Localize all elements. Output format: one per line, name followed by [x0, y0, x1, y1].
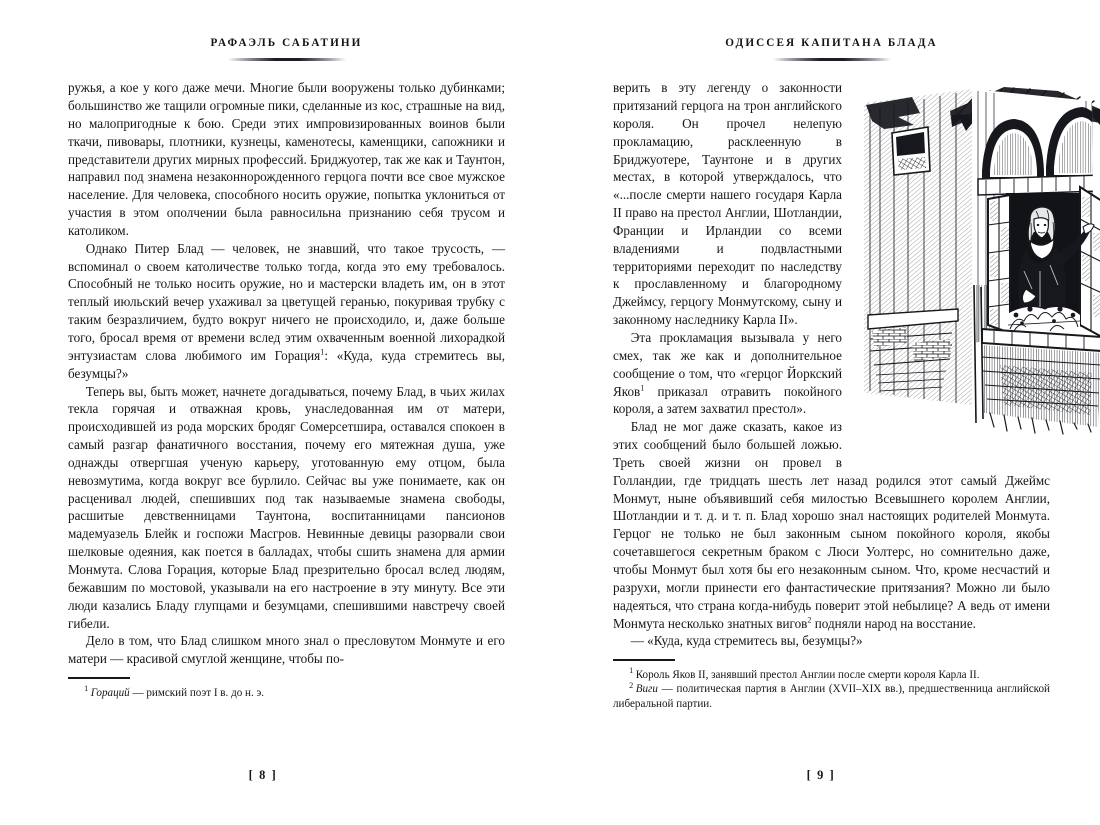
paragraph-tail: : «Куда, куда стремитесь вы, безумцы?» — [68, 347, 505, 381]
right-page — [550, 0, 1100, 825]
paragraph: Теперь вы, быть может, начнете догадываться, почему Блад, в чьих жилах текла горячая и отважная кровь, унаследованная им от матери, происходившей из рода морских бродяг Сомерсетшира, оставался спокоен в самый разгар фанатичного восстания, почему его мятежная душа, уже однажды отвергшая ученую карьеру, уготованную ему отцом, была невозмутима, когда вокруг все бурлило. Сейчас вы уже понимаете, как он расценивал людей, спешивших под так называемые знамена свободы, расшитые девственницами Таунтона, воспитанницами пансионов мадемуазель Блейк и госпожи Масгров. Невинные девицы разорвали свои шелковые одеяния, как поется в балладах, чтобы сшить знамена для армии Монмута. Слова Горация, которые Блад презрительно бросал вслед людям, бежавшим по мостовой, указывали на его настроение в эту минуту. Все эти люди казались Бладу глупцами и безумцами, спешившими навстречу своей гибели. — [68, 383, 505, 631]
footnote-text: Король Яков II, занявший престол Англии после смерти короля Карла II. — [635, 668, 980, 681]
paragraph: Дело в том, что Блад слишком много знал о пресловутом Монмуте и его матери — красивой смуглой женщине, чтобы по- — [68, 633, 505, 667]
running-head-right: ОДИССЕЯ КАПИТАНА БЛАДА — [725, 37, 938, 49]
footnote — [68, 683, 505, 701]
paragraph-tail: подняли народ на восстание. — [811, 615, 976, 631]
running-head-rule-right — [773, 58, 891, 61]
paragraph-text: Блад не мог даже сказать, какое из этих сообщений было большей ложью. Треть своей жизни он провел в Голландии, где тридцать шесть лет назад родился этот самый Джеймс Монмут, ныне объявивший себя милостью Всевышнего королем Англии, Шотландии и т. д. и т. п. Блад хорошо знал настоящих родителей Монмута. Герцог не только не был законным сыном покойного короля, якобы сочетавшегося секретным браком с Люси Уолтерс, но сомнительно даже, чтобы Монмут был хотя бы его незаконным сыном. Что, кроме несчастий и разрухи, могли принести его фантастические притязания? Можно ли было надеяться, что страна когда-нибудь поверит этой небылице? А ведь от имени Монмута несколько знатных вигов — [613, 419, 1050, 631]
paragraph-text: Однако Питер Блад — человек, не знавший, что такое трусость, — вспоминал о своем католичестве только тогда, когда это ему требовалось. Способный не только носить оружие, но и мастерски владеть им, он в этот теплый июльский вечер ухаживал за цветущей геранью, покуривая трубку с таким безразличием, будто вокруг ничего не происходило, и, даже больше того, бросал время от времени вслед этим охваченным военной лихорадкой энтузиастам слова любимого им Горация — [68, 240, 505, 363]
paragraph — [68, 240, 505, 383]
footnote-term: Виги — [635, 683, 658, 696]
footnote-marker: 1 — [640, 383, 645, 393]
running-head-left: РАФАЭЛЬ САБАТИНИ — [210, 37, 363, 49]
folio-right: [ 9 ] — [806, 768, 836, 782]
left-page-text-column — [68, 79, 505, 668]
running-head-rule-left — [228, 58, 346, 61]
window-with-man-and-geraniums-engraving — [854, 75, 1100, 450]
footnote — [613, 682, 1050, 711]
footnote-separator-rule — [613, 659, 675, 661]
footnote — [613, 668, 1050, 683]
paragraph: — «Куда, куда стремитесь вы, безумцы?» — [630, 633, 863, 649]
footnote-block-left — [68, 677, 505, 700]
footnote-number: 2 — [629, 680, 634, 690]
folio-left: [ 8 ] — [248, 768, 278, 782]
footnote-text: — римский поэт I в. до н. э. — [129, 686, 265, 699]
paragraph-tail: приказал отравить покойного короля, а затем захватил престол». — [613, 383, 842, 417]
paragraph: верить в эту легенду о законности притязаний герцога на трон английского короля. Он прочел нелепую прокламацию, расклеенную в Бриджуотере, Таунтоне и в других местах, в которой утверждалось, что «...после смерти нашего государя Карла II право на престол Англии, Шотландии, Франции и Ирландии со всеми владениями и подвластными территориями переходит по наследству к прославленному и благородному Джеймсу, герцогу Монмутскому, сыну и законному наследнику Карла II». — [613, 80, 842, 328]
right-page-text-column — [613, 79, 1050, 650]
footnote-text: — политическая партия в Англии (XVII–XIX вв.), предшественница английской либеральной партии. — [613, 683, 1050, 710]
footnote-number: 1 — [629, 666, 634, 676]
footnote-block-right — [613, 659, 1050, 711]
paragraph-text: Эта прокламация вызывала у него смех, так же как и дополнительное сообщение о том, что «герцог Йоркский Яков — [613, 330, 842, 399]
footnote-marker: 1 — [320, 347, 325, 357]
footnote-term: Гораций — [90, 686, 130, 699]
paragraph: ружья, а кое у кого даже мечи. Многие были вооружены только дубинками; большинство же тащили огромные пики, сделанные из кос, страшные на вид, но малопригодные к бою. Среди этих импровизированных воинов были ткачи, пивовары, плотники, кузнецы, каменотесы, каменщики, сапожники и представители других мирных профессий. Бриджуотер, так же как и Таунтон, направил под знамена незаконнорожденного герцога почти все свое мужское население. Для человека, способного носить оружие, попытка уклониться от участия в этом ополчении была равносильна признанию себя трусом и католиком. — [68, 80, 505, 238]
footnote-marker: 2 — [807, 615, 812, 625]
paragraph — [613, 418, 1050, 632]
footnote-number: 1 — [84, 683, 89, 693]
footnote-separator-rule — [68, 677, 130, 679]
